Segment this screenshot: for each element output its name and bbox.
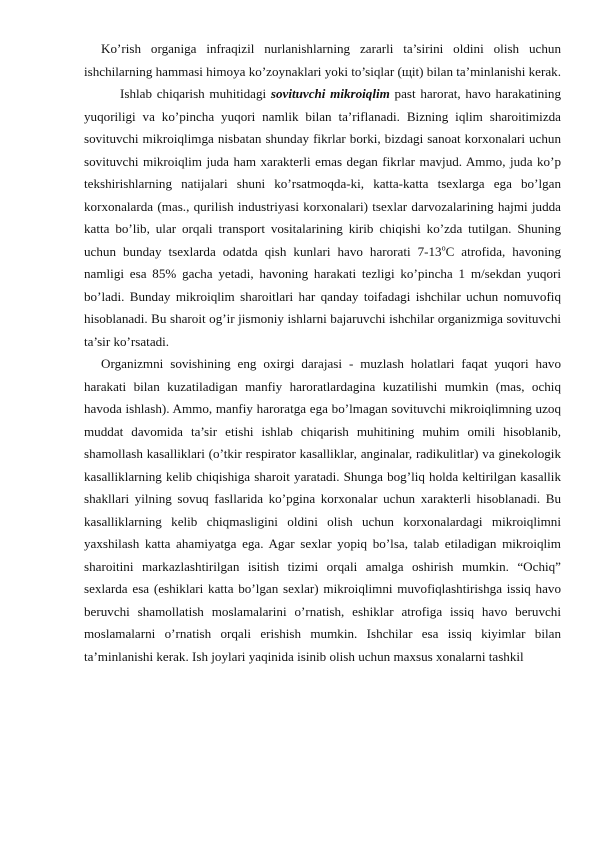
degree-superscript: o <box>441 243 446 253</box>
paragraph-text-middle: past harorat, havo harakatining yuqoriligi va ko’pincha yuqori namlik bilan ta’riflanadi. Bizning iqlim sharoitimizda sovituvchi mikroiqlimga nisbatan shunday fikrlar borki, bizdagi sanoat korxonalari uchun sovituvchi mikroiqlim juda ham xarakterli emas degan fikrlar mavjud. Ammo, juda ko’p tekshirishlarning natijalari shuni ko’rsatmoqda-ki, katta-katta tsexlarga ega bo’lgan korxonalarda (mas., qurilish industriyasi korxonalari) tsexlar darvozalarining hajmi judda katta bo’lib, ular orqali transport vositalarining kirib chiqishi ko’zda tutilgan. Shuning uchun bunday tsexlarda odatda qish kunlari havo harorati 7-13 <box>84 86 561 259</box>
paragraph-eye-protection <box>84 38 561 83</box>
paragraph-organism-cooling <box>84 353 561 668</box>
paragraph-cooling-microclimate <box>84 83 561 353</box>
paragraph-text: Organizmni sovishining eng oxirgi darajasi - muzlash holatlari faqat yuqori havo harakati bilan kuzatiladigan manfiy haroratlardagina kuzatilishi mumkin (mas, ochiq havoda ishlash). Ammo, manfiy haroratga ega bo’lmagan sovituvchi mikroiqlimning uzoq muddat davomida ta’sir etishi ishlab chiqarish muhitining muhim omili hisoblanib, shamollash kasalliklari (o’tkir respirator kasalliklar, anginalar, radikulitlar) va ginekologik kasalliklarning kelib chiqishiga sharoit yaratadi. Shunga bog’liq holda keltirilgan kasallik shakllari yilning sovuq fasllarida ko’pgina korxonalar uchun xarakterli hisoblanadi. Bu kasalliklarning kelib chiqmasligini oldini olish uchun korxonalardagi mikroiqlimni yaxshilash katta ahamiyatga ega. Agar sexlar yopiq bo’lsa, talab etiladigan mikroiqlim sharoitini markazlashtirilgan isitish tizimi orqali amalga oshirish mumkin. “Ochiq” sexlarda esa (eshiklari katta bo’lgan sexlar) mikroiqlimni muvofiqlashtirishga issiq havo beruvchi shamollatish moslamalarini o’rnatish, eshiklar atrofiga issiq havo beruvchi moslamalarni o’rnatish orqali erishish mumkin. Ishchilar esa issiq kiyimlar bilan ta’minlanishi kerak. Ish joylari yaqinida isinib olish uchun maxsus xonalarni tashkil <box>84 356 561 664</box>
emphasized-term: sovituvchi mikroiqlim <box>270 86 390 101</box>
paragraph-text: Ko’rish organiga infraqizil nurlanishlarning zararli ta’sirini oldini olish uchun ishchilarning hammasi himoya ko’zoynaklari yoki to’siqlar (щit) bilan ta’minlanishi kerak. <box>84 41 561 79</box>
document-page <box>84 38 561 668</box>
paragraph-text-end: C atrofida, havoning namligi esa 85% gacha yetadi, havoning harakati tezligi ko’pincha 1 m/sekdan yuqori bo’ladi. Bunday mikroiqlim sharoitlari har qanday toifadagi ishchilar uchun nomuvofiq hisoblanadi. Bu sharoit og’ir jismoniy ishlarni bajaruvchi ishchilar organizmiga sovituvchi ta’sir ko’rsatadi. <box>84 243 561 349</box>
paragraph-text-start: Ishlab chiqarish muhitidagi <box>120 86 271 101</box>
